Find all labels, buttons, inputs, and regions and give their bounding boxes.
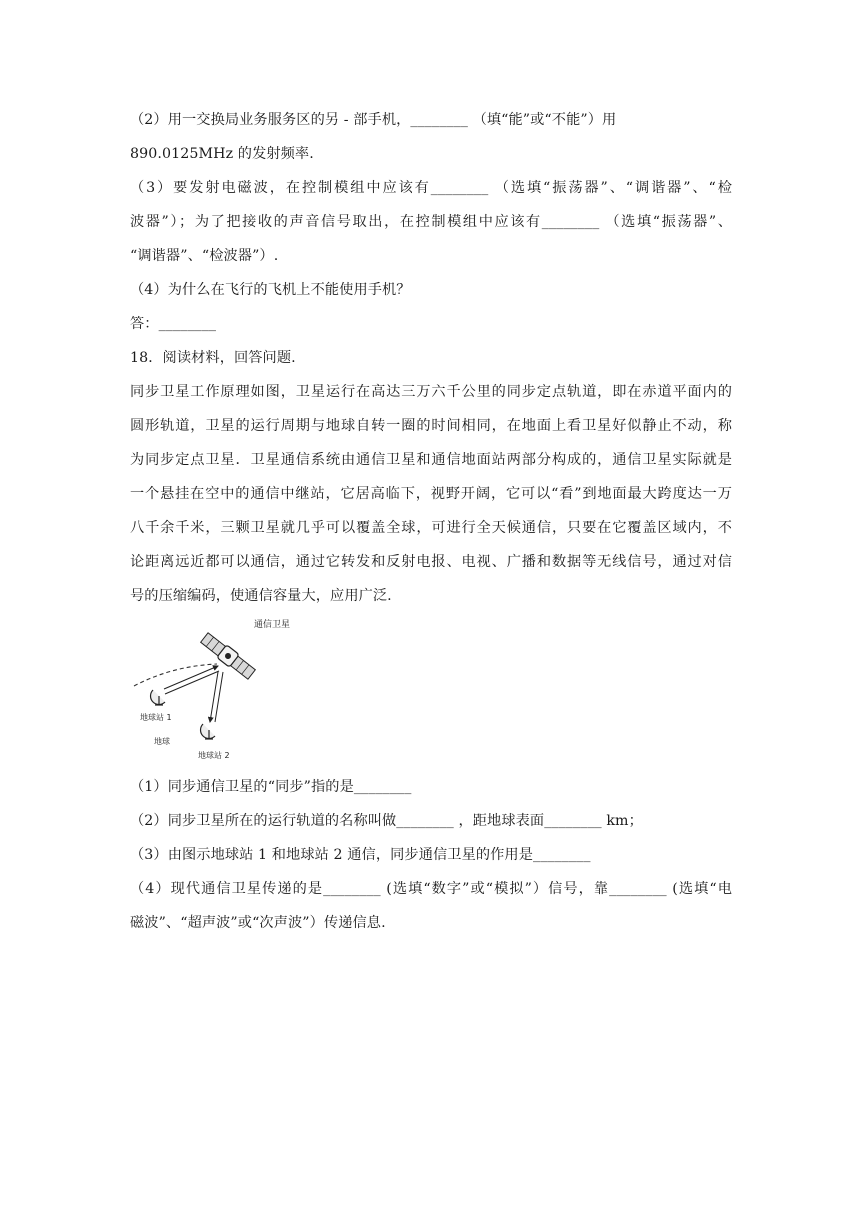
q18-passage-line: 为同步定点卫星．卫星通信系统由通信卫星和通信地面站两部分构成的，通信卫星实际就是	[130, 452, 732, 468]
q17-part3-line3: “调谐器”、“检波器”）.	[130, 248, 279, 264]
q18-sub1: （1）同步通信卫星的“同步”指的是________	[130, 779, 412, 795]
q18-passage-line: 圆形轨道，卫星的运行周期与地球自转一圈的时间相同，在地面上看卫星好似静止不动，称	[130, 418, 732, 434]
downlink-path-2	[215, 672, 223, 722]
satellite-diagram	[132, 614, 332, 764]
satellite-diagram-svg	[132, 614, 332, 764]
dish-antenna-icon	[201, 724, 215, 739]
station1-label: 地球站 1	[140, 713, 172, 722]
q18-heading: 18．阅读材料，回答问题.	[130, 350, 296, 366]
q18-sub3: （3）由图示地球站 1 和地球站 2 通信，同步通信卫星的作用是________	[130, 847, 591, 863]
q17-part3-line2: 波器”）；为了把接收的声音信号取出，在控制模组中应该有________ （选填“振荡器”、	[130, 214, 732, 230]
dish-antenna-icon	[151, 690, 165, 705]
q18-sub4-line1: （4）现代通信卫星传递的是________ (选填“数字”或“模拟”）信号，靠________ (选填“电	[130, 881, 732, 897]
q18-passage-line: 八千余千米，三颗卫星就几乎可以覆盖全球，可进行全天候通信，只要在它覆盖区域内，不	[130, 520, 732, 536]
q17-part4-question: （4）为什么在飞行的飞机上不能使用手机？	[130, 282, 411, 298]
q18-passage-line: 论距离远近都可以通信，通过它转发和反射电报、电视、广播和数据等无线信号，通过对信	[130, 554, 732, 570]
station2-label: 地球站 2	[198, 751, 230, 760]
earth-label: 地球	[154, 737, 170, 746]
q17-part3-line1: （3）要发射电磁波，在控制模组中应该有________ （选填“振荡器”、“调谐器”、“检	[130, 180, 732, 196]
q18-passage-line: 号的压缩编码，使通信容量大，应用广泛.	[130, 588, 392, 604]
q18-passage-line: 一个悬挂在空中的通信中继站，它居高临下，视野开阔，它可以“看”到地面最大跨度达一万	[130, 486, 732, 502]
q18-sub2: （2）同步卫星所在的运行轨道的名称叫做________ ，距地球表面________ km；	[130, 813, 643, 829]
q18-passage-line: 同步卫星工作原理如图，卫星运行在高达三万六千公里的同步定点轨道，即在赤道平面内的	[130, 384, 732, 400]
satellite-icon	[199, 631, 256, 681]
q18-sub4-line2: 磁波”、“超声波”或“次声波”）传递信息.	[130, 915, 386, 931]
uplink-path	[164, 666, 218, 689]
q17-part2-line1: （2）用一交换局业务服务区的另 - 部手机，________ （填“能”或“不能”）用	[130, 112, 617, 128]
downlink-path	[210, 672, 218, 722]
uplink-path-2	[165, 671, 219, 694]
q17-part2-line2: 890.0125MHz 的发射频率.	[130, 146, 314, 162]
satellite-label: 通信卫星	[254, 620, 291, 630]
earth-surface-arc	[134, 664, 217, 686]
q17-part4-answer: 答：________	[130, 316, 217, 332]
